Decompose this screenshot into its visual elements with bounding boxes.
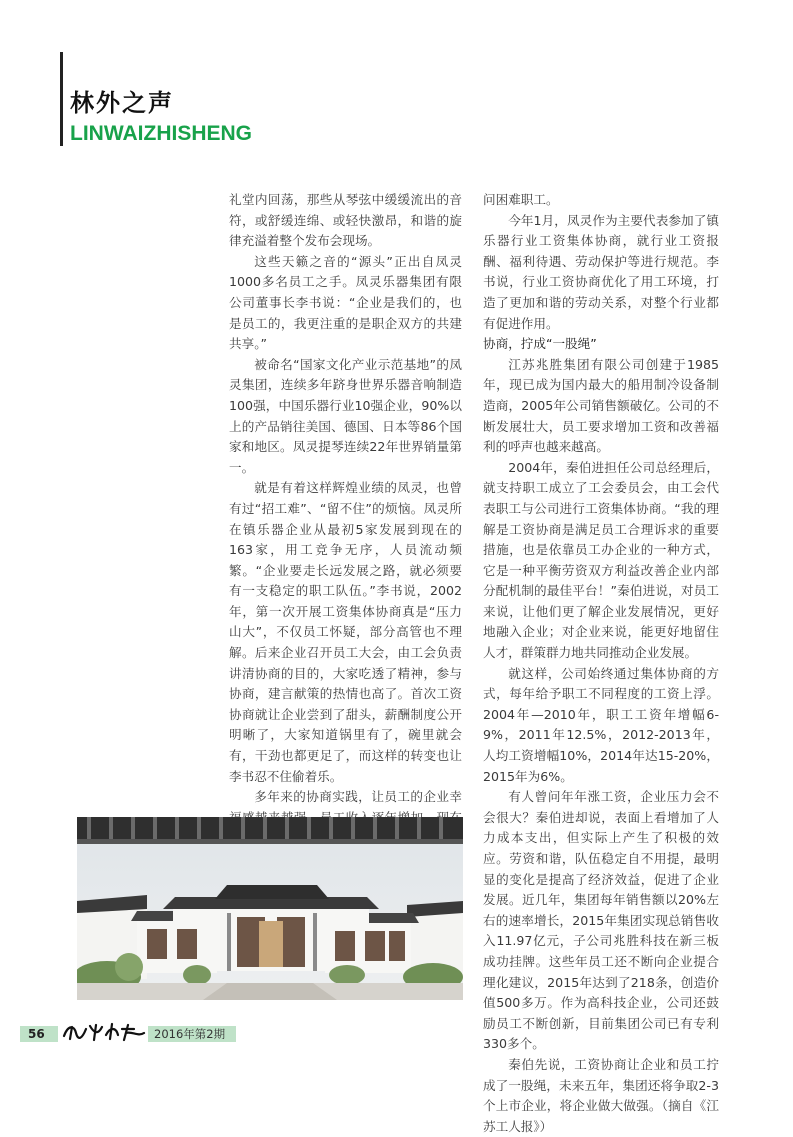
courtyard-building-illustration: [77, 817, 463, 1000]
paragraph: 江苏兆胜集团有限公司创建于1985年，现已成为国内最大的船用制冷设备制造商，2005年公司销售额破亿。公司的不断发展壮大，员工要求增加工资和改善福利的呼声也越来越高。: [483, 356, 719, 455]
paragraph: 秦伯先说，工资协商让企业和员工拧成了一股绳，未来五年，集团还将争取2-3个上市企业，将企业做大做强。（摘自《江苏工人报》）: [483, 1056, 719, 1134]
page-number: 56: [28, 1027, 45, 1041]
paragraph: 有人曾问年年涨工资，企业压力会不会很大？秦伯进却说，表面上看增加了人力成本支出，但实际上产生了积极的效应。劳资和谐，队伍稳定自不用提，最明显的变化是提高了经济效益，促进了企业发展。近几年，集团每年销售额以20%左右的速率增长，2015年集团实现总销售收入11.97亿元，子公司兆胜科技在新三板成功挂牌。这些年员工还不断向企业提合理化建议，2015年达到了218条，创造价值500多万。作为高科技企业，公司还鼓励员工不断创新，目前集团公司已有专利330多个。: [483, 789, 719, 1052]
paragraph: 2004年，秦伯进担任公司总经理后，就支持职工成立了工会委员会，由工会代表职工与公司进行工资集体协商。“我的理解是工资协商是满足员工合理诉求的重要措施，也是依靠员工办企业的一种方式，它是一种平衡劳资双方利益改善企业内部分配机制的最佳平台！”秦伯进说，对员工来说，让他们更了解企业发展情况，更好地融入企业；对企业来说，能更好地留住人才，群策群力地共同推动企业发展。: [483, 459, 719, 661]
header-rule: [60, 52, 63, 146]
paragraph: 问困难职工。: [483, 192, 559, 207]
article-column-right: [483, 190, 719, 1137]
paragraph: 多年来的协商实践，让员工的企业幸: [254, 789, 462, 805]
subheading: 协商，拧成“一股绳”: [483, 336, 597, 352]
paragraph: 今年1月，凤灵作为主要代表参加了镇乐器行业工资集体协商，就行业工资报酬、福利待遇、劳动保护等进行规范。李书说，行业工资协商优化了用工环境，打造了更加和谐的劳动关系，对整个行业都有促进作用。: [483, 212, 719, 331]
magazine-calligraphy-logo: [60, 1021, 148, 1043]
paragraph: 这些天籁之音的“源头”正出自凤灵1000多名员工之手。凤灵乐器集团有限公司董事长李书说：“企业是我们的，也是员工的，我更注重的是职企双方的共建共享。”: [229, 253, 462, 352]
section-title: 林外之声: [70, 89, 174, 117]
page-footer: [20, 1026, 236, 1042]
section-title-pinyin: LINWAIZHISHENG: [70, 122, 252, 145]
building-photo: [77, 817, 463, 1000]
paragraph: 就是有着这样辉煌业绩的凤灵，也曾有过“招工难”、“留不住”的烦恼。凤灵所在镇乐器企业从最初5家发展到现在的163家，用工竞争无序，人员流动频繁。“企业要走长远发展之路，就必须要有一支稳定的职工队伍。”李书说，2002年，第一次开展工资集体协商真是“压力山大”，不仅员工怀疑，部分高管也不理解。后来企业召开员工大会，由工会负责讲清协商的目的，大家吃透了精神，参与协商，建言献策的热情也高了。首次工资协商就让企业尝到了甜头，薪酬制度公开明晰了，大家知道锅里有了，碗里就会有，干劲也都更足了，而这样的转变也让李书忍不住偷着乐。: [229, 480, 462, 784]
paragraph: 礼堂内回荡，那些从琴弦中缓缓流出的音符，或舒缓连绵、或轻快激昂，和谐的旋律充溢着整个发布会现场。: [229, 192, 462, 249]
article-column-left: [229, 190, 462, 911]
paragraph: 就这样，公司始终通过集体协商的方式，每年给予职工不同程度的工资上浮。2004年—2010年，职工工资年增幅6-9%，2011年12.5%，2012-2013年，人均工资增幅10%，2014年达15-20%，2015年为6%。: [483, 665, 719, 784]
paragraph: 被命名“国家文化产业示范基地”的凤灵集团，连续多年跻身世界乐器音响制造100强，中国乐器行业10强企业，90%以上的产品销往美国、德国、日本等86个国家和地区。凤灵提琴连续22年世界销量第一。: [229, 356, 462, 475]
issue-label: 2016年第2期: [148, 1026, 236, 1042]
